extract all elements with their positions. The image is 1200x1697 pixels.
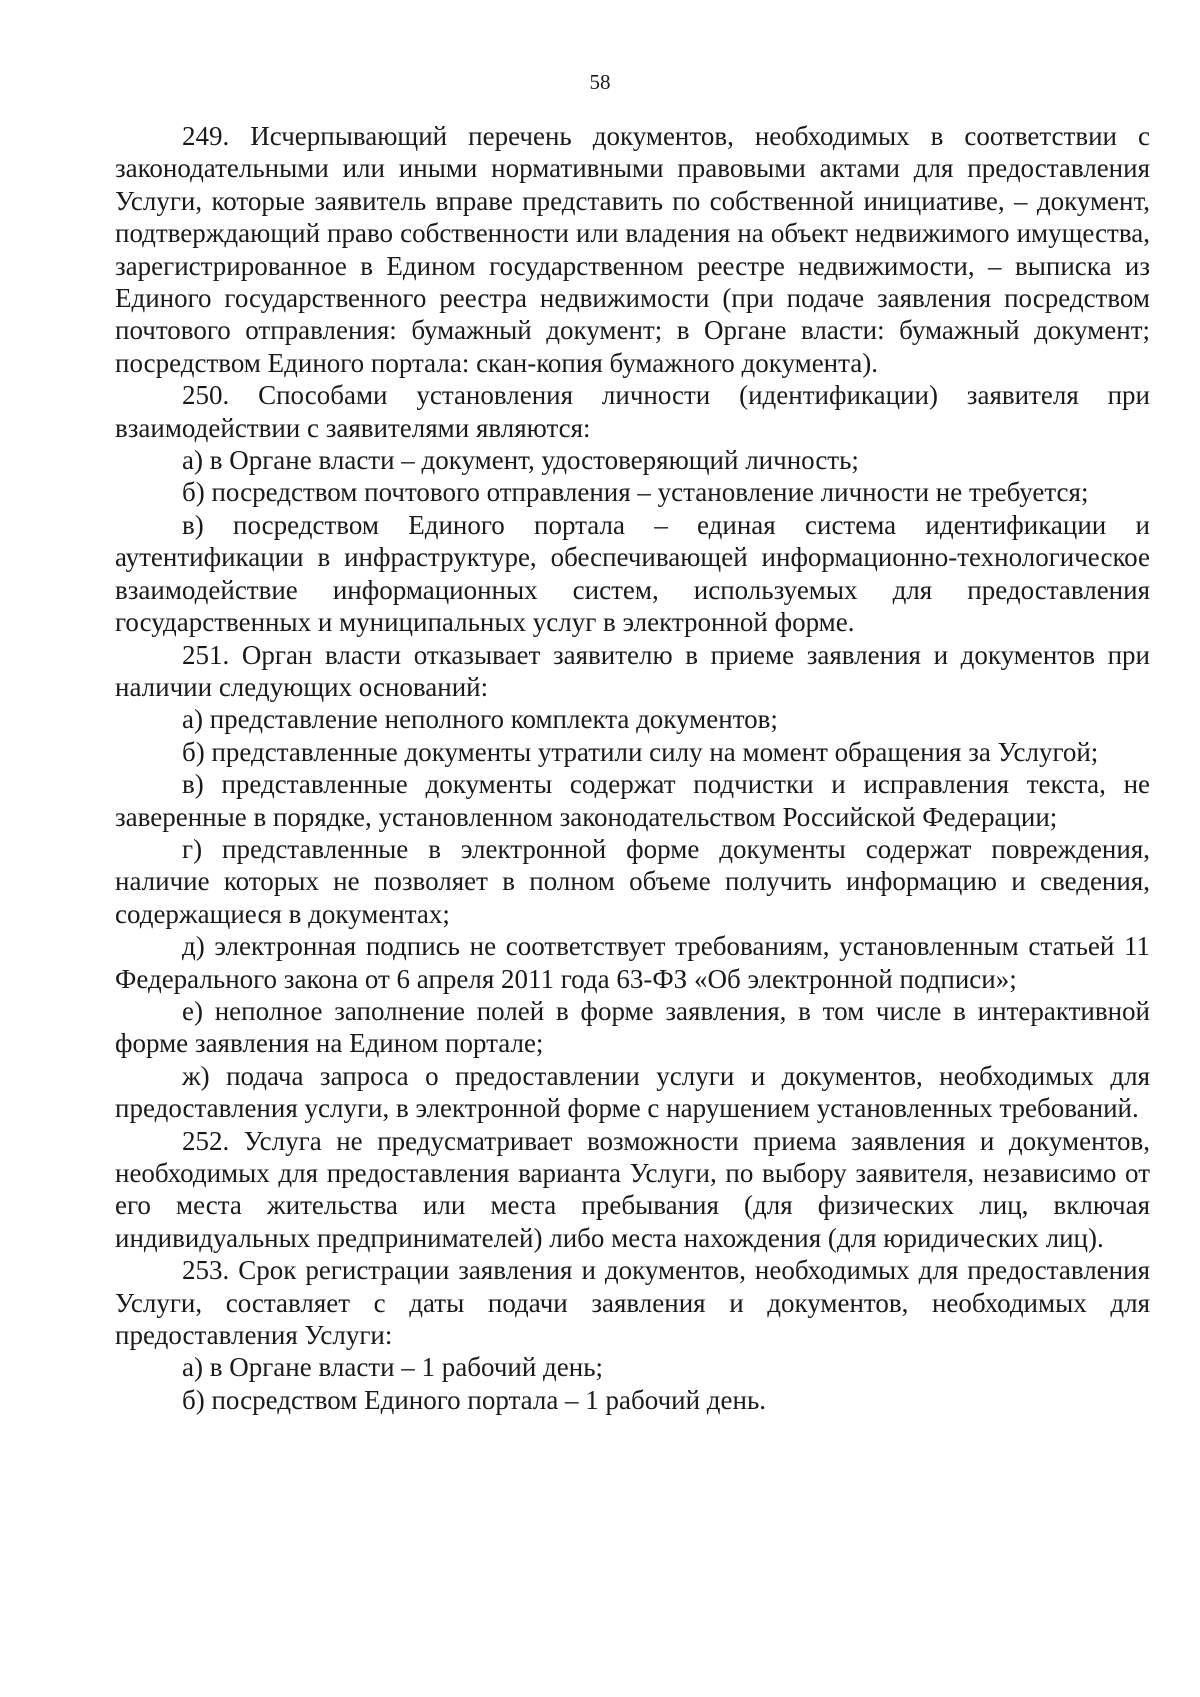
paragraph-253: 253. Срок регистрации заявления и документов, необходимых для предоставления Услуги, составляет с даты подачи заявления и документов, необходимых для предоставления Услуги: [115,1255,1150,1351]
list-item-250-b: б) посредством почтового отправления – установление личности не требуется; [182,477,1089,508]
paragraph-250: 250. Способами установления личности (идентификации) заявителя при взаимодействии с заявителями являются: [115,380,1150,443]
list-item-251-g: г) представленные в электронной форме документы содержат повреждения, наличие которых не позволяет в полном объеме получить информацию и сведения, содержащиеся в документах; [115,833,1150,929]
list-item-251-d: д) электронная подпись не соответствует требованиям, установленным статьей 11 Федерального закона от 6 апреля 2011 года 63-ФЗ «Об электронной подписи»; [115,931,1150,994]
page-number: 58 [589,70,611,94]
list-item-253-b: б) посредством Единого портала – 1 рабочий день. [182,1384,767,1415]
list-item-251-v: в) представленные документы содержат подчистки и исправления текста, не заверенные в порядке, установленном законодательством Российской Федерации; [115,769,1150,832]
document-body [115,120,1150,1416]
paragraph-249: 249. Исчерпывающий перечень документов, необходимых в соответствии с законодательными или иными нормативными правовыми актами для предоставления Услуги, которые заявитель вправе представить по собственной инициативе, – документ, подтверждающий право собственности или владения на объект недвижимого имущества, зарегистрированное в Едином государственном реестре недвижимости, – выписка из Единого государственного реестра недвижимости (при подаче заявления посредством почтового отправления: бумажный документ; в Органе власти: бумажный документ; посредством Единого портала: скан-копия бумажного документа). [115,121,1150,378]
list-item-251-zh: ж) подача запроса о предоставлении услуги и документов, необходимых для предоставления услуги, в электронной форме с нарушением установленных требований. [115,1060,1150,1124]
list-item-250-v: в) посредством Единого портала – единая система идентификации и аутентификации в инфраструктуре, обеспечивающей информационно-технологическое взаимодействие информационных систем, используемых для предоставления государственных и муниципальных услуг в электронной форме. [115,509,1150,638]
paragraph-252: 252. Услуга не предусматривает возможности приема заявления и документов, необходимых для предоставления варианта Услуги, по выбору заявителя, независимо от его места жительства или места пребывания (для физических лиц, включая индивидуальных предпринимателей) либо места нахождения (для юридических лиц). [115,1125,1150,1253]
list-item-253-a: а) в Органе власти – 1 рабочий день; [182,1352,604,1383]
paragraph-251: 251. Орган власти отказывает заявителю в приеме заявления и документов при наличии следующих оснований: [115,639,1150,702]
list-item-251-b: б) представленные документы утратили силу на момент обращения за Услугой; [182,736,1099,767]
list-item-251-e: е) неполное заполнение полей в форме заявления, в том числе в интерактивной форме заявления на Едином портале; [115,995,1150,1059]
list-item-251-a: а) представление неполного комплекта документов; [182,704,778,735]
list-item-250-a: а) в Органе власти – документ, удостоверяющий личность; [182,445,859,476]
